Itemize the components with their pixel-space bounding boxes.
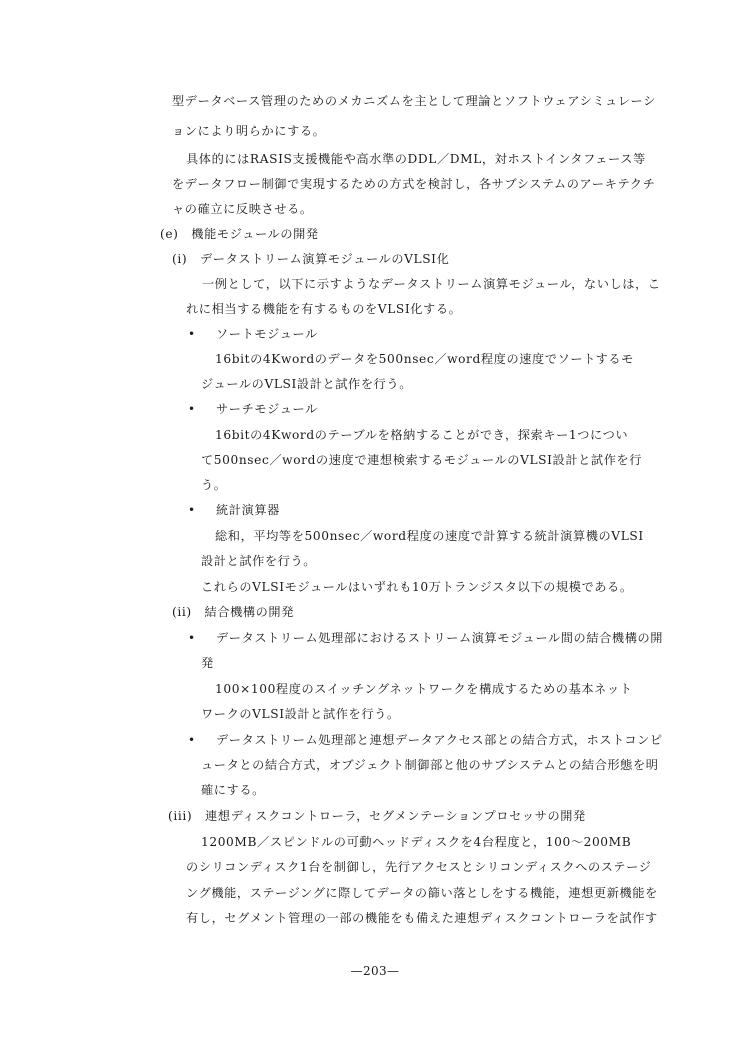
bullet-icon: • [188, 402, 196, 416]
page-number: —203— [350, 964, 400, 978]
paragraph-line: ワークのVLSI設計と試作を行う。 [201, 707, 400, 721]
paragraph-line: ング機能，ステージングに際してデータの篩い落としをする機能，連想更新機能を [186, 886, 658, 900]
subsection-heading: (ii) 結合機構の開発 [172, 605, 295, 619]
paragraph-line: ャの確立に反映させる。 [172, 202, 313, 216]
bullet-title: サーチモジュール [216, 402, 318, 416]
paragraph-line: 具体的にはRASIS支援機能や高水準のDDL／DML，対ホストインタフェース等 [186, 152, 646, 166]
paragraph-line: データストリーム処理部におけるストリーム演算モジュール間の結合機構の開 [216, 631, 664, 645]
paragraph-line: て500nsec／wordの速度で連想検索するモジュールのVLSI設計と試作を行 [201, 453, 643, 467]
paragraph-line: 16bitの4Kwordのデータを500nsec／word程度の速度でソートするモ [215, 352, 634, 366]
paragraph-line: 100×100程度のスイッチングネットワークを構成するための基本ネット [215, 682, 633, 696]
paragraph-line: 型データベース管理のためのメカニズムを主として理論とソフトウェアシミュレーシ [172, 94, 656, 108]
bullet-title: 統計演算器 [216, 503, 280, 517]
paragraph-line: 1200MB／スピンドルの可動ヘッドディスクを4台程度と，100〜200MB [201, 835, 632, 849]
paragraph-line: ジュールのVLSI設計と試作を行う。 [201, 377, 412, 391]
paragraph-line: う。 [201, 478, 227, 492]
paragraph-line: 有し，セグメント管理の一部の機能をも備えた連想ディスクコントローラを試作す [186, 911, 658, 925]
bullet-icon: • [188, 631, 196, 645]
bullet-icon: • [188, 327, 196, 341]
paragraph-line: 16bitの4Kwordのテーブルを格納することができ，探索キー1つについ [215, 428, 629, 442]
paragraph-line: 発 [201, 656, 214, 670]
paragraph-line: ュータとの結合方式，オブジェクト制御部と他のサブシステムとの結合形態を明 [201, 758, 659, 772]
paragraph-line: 確にする。 [201, 783, 265, 797]
paragraph-line: ョンにより明らかにする。 [172, 124, 326, 138]
section-heading: (e) 機能モジュールの開発 [160, 227, 319, 241]
paragraph-line: をデータフロー制御で実現するための方式を検討し，各サブシステムのアーキテクチ [172, 177, 656, 191]
paragraph-line: これらのVLSIモジュールはいずれも10万トランジスタ以下の規模である。 [201, 580, 633, 594]
paragraph-line: のシリコンディスク1台を制御し，先行アクセスとシリコンディスクへのステージ [186, 860, 652, 874]
paragraph-line: データストリーム処理部と連想データアクセス部との結合方式，ホストコンピ [216, 733, 663, 747]
paragraph-line: 総和，平均等を500nsec／word程度の速度で計算する統計演算機のVLSI [215, 529, 644, 543]
paragraph-line: 一例として，以下に示すようなデータストリーム演算モジュール，ないしは，こ [202, 277, 661, 291]
subsection-heading: (i) データストリーム演算モジュールのVLSI化 [172, 252, 450, 266]
bullet-icon: • [188, 503, 196, 517]
paragraph-line: れに相当する機能を有するものをVLSI化する。 [186, 302, 462, 316]
subsection-heading: (iii) 連想ディスクコントローラ，セグメンテーションプロセッサの開発 [168, 809, 586, 823]
bullet-title: ソートモジュール [216, 327, 318, 341]
bullet-icon: • [188, 733, 196, 747]
paragraph-line: 設計と試作を行う。 [201, 554, 317, 568]
